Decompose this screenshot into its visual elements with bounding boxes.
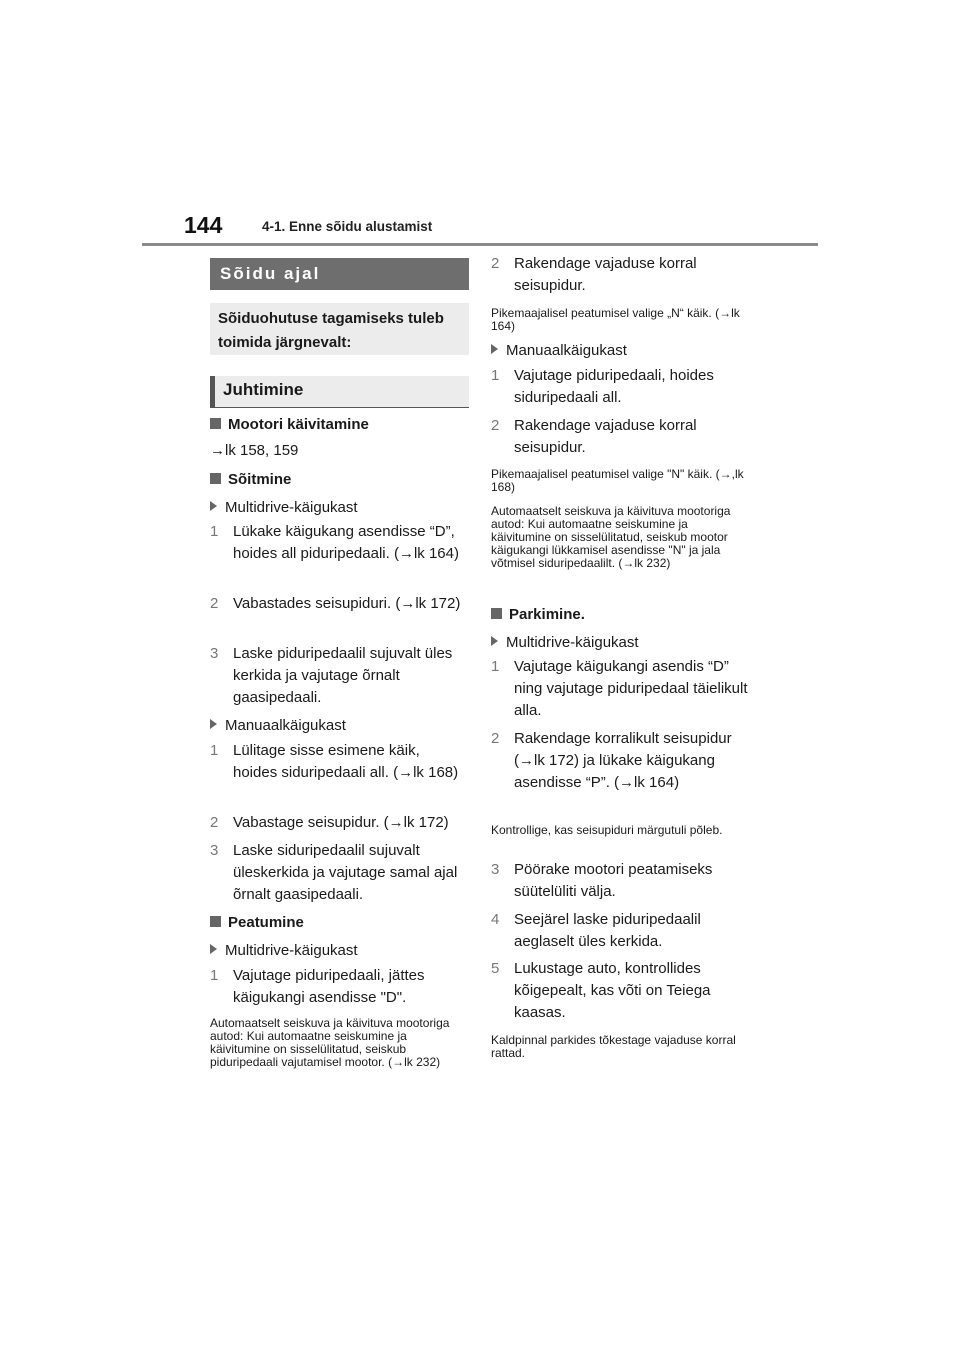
list-item: 1 Lükake käigukang asendisse “D”, hoides all piduripedaali. (→lk 164) — [210, 523, 459, 562]
list-item: 2 Rakendage vajaduse korral seisupidur. — [491, 417, 697, 456]
list-item: 3 Laske siduripedaalil sujuvalt üleskerkida ja vajutage samal ajal õrnalt gaasipedaali. — [210, 842, 458, 903]
square-bullet-icon — [210, 916, 221, 927]
heading-driving: Sõitmine — [210, 469, 291, 491]
triangle-bullet-icon — [210, 944, 217, 954]
header-divider — [142, 243, 818, 246]
list-item: 1 Vajutage piduripedaali, hoides siduripedaali all. — [491, 367, 714, 406]
list-item: 1 Vajutage käigukangi asendis “D” ning vajutage piduripedaal täielikult alla. — [491, 658, 748, 719]
note-auto-stop-manual: Automaatselt seiskuva ja käivituva mootoriga autod: Kui automaatne seiskumine ja käivitumine on sisselülitatud, seiskub mootor käigukangi lükkamisel asendisse "N" ja jala võtmisel siduripedaalilt. (→lk 232) — [491, 504, 731, 570]
list-item: 3 Pöörake mootori peatamiseks süütelüliti välja. — [491, 861, 713, 900]
chapter-bar: Sõidu ajal — [210, 258, 469, 290]
note-long-stop-manual: Pikemaajalisel peatumisel valige "N" käik. (→,lk 168) — [491, 467, 744, 494]
heading-engine-start: Mootori käivitamine — [210, 414, 369, 436]
square-bullet-icon — [210, 418, 221, 429]
intro-box: Sõiduohutuse tagamiseks tuleb toimida järgnevalt: — [210, 303, 469, 355]
triangle-bullet-icon — [491, 344, 498, 354]
list-item: 2 Rakendage korralikult seisupidur (→lk 172) ja lükake käigukang asendisse “P”. (→lk 164) — [491, 730, 732, 791]
list-item: 2 Vabastades seisupiduri. (→lk 172) — [210, 595, 461, 612]
subheading-juhtimine: Juhtimine — [210, 376, 469, 408]
heading-parking: Parkimine. — [491, 604, 585, 626]
square-bullet-icon — [491, 608, 502, 619]
note-auto-stop: Automaatselt seiskuva ja käivituva mootoriga autod: Kui automaatne seiskumine ja käivitumine on sisselülitatud, seiskub piduripedaali vajutamisel mootor. (→lk 232) — [210, 1016, 450, 1069]
note-parking-brake-light: Kontrollige, kas seisupiduri märgutuli põleb. — [491, 823, 723, 837]
section-title: 4-1. Enne sõidu alustamist — [262, 219, 433, 234]
note-slope-parking: Kaldpinnal parkides tõkestage vajaduse korral rattad. — [491, 1033, 736, 1060]
square-bullet-icon — [210, 473, 221, 484]
list-item: 4 Seejärel laske piduripedaalil aeglaselt üles kerkida. — [491, 911, 701, 950]
list-item: 2 Rakendage vajaduse korral seisupidur. — [491, 255, 697, 294]
note-long-stop: Pikemaajalisel peatumisel valige „N“ käik. (→lk 164) — [491, 306, 740, 333]
page-number: 144 — [184, 212, 223, 238]
list-item: 1 Vajutage piduripedaali, jättes käigukangi asendisse "D". — [210, 967, 425, 1006]
label-multidrive: Multidrive-käigukast — [210, 940, 358, 962]
label-multidrive: Multidrive-käigukast — [491, 632, 639, 654]
label-manual: Manuaalkäigukast — [210, 715, 346, 737]
list-item: 2 Vabastage seisupidur. (→lk 172) — [210, 814, 449, 831]
heading-stopping: Peatumine — [210, 912, 304, 934]
triangle-bullet-icon — [491, 636, 498, 646]
list-item: 3 Laske piduripedaalil sujuvalt üles kerkida ja vajutage õrnalt gaasipedaali. — [210, 645, 453, 706]
triangle-bullet-icon — [210, 719, 217, 729]
triangle-bullet-icon — [210, 501, 217, 511]
label-multidrive: Multidrive-käigukast — [210, 497, 358, 519]
list-item: 1 Lülitage sisse esimene käik, hoides siduripedaali all. (→lk 168) — [210, 742, 459, 781]
label-manual: Manuaalkäigukast — [491, 340, 627, 362]
ref-engine-start: →lk 158, 159 — [210, 442, 299, 459]
list-item: 5 Lukustage auto, kontrollides kõigepealt, kas võti on Teiega kaasas. — [491, 960, 711, 1021]
